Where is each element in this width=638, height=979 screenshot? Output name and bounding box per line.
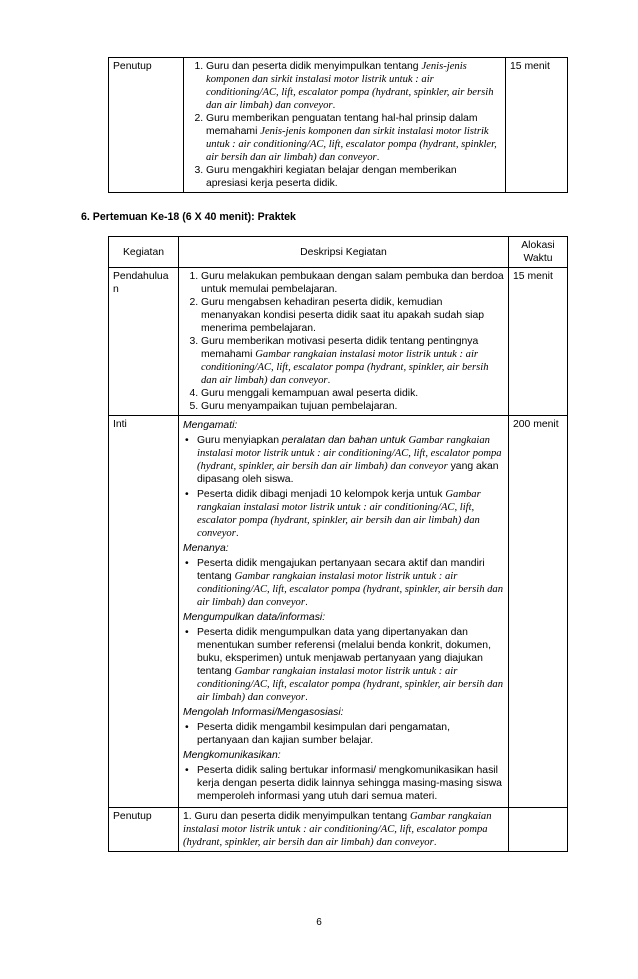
bullet-text: Guru menyiapkan xyxy=(197,435,282,446)
item-text: Guru mengakhiri kegiatan belajar dengan memberikan apresiasi kerja peserta didik. xyxy=(206,165,457,189)
opening-list xyxy=(183,270,504,413)
bullet-item xyxy=(197,557,504,609)
activity-subtitle: Mengamati: xyxy=(183,420,238,431)
table-row xyxy=(109,58,568,193)
section-heading: 6. Pertemuan Ke-18 (6 X 40 menit): Praktek xyxy=(81,211,296,223)
header-deskripsi: Deskripsi Kegiatan xyxy=(179,237,509,268)
bullet-text-italic: Gambar rangkaian instalasi motor listrik untuk : air conditioning/AC, lift, escalator pompa (hydrant, spinkler, air bersih dan air limbah) dan conveyor xyxy=(197,666,504,703)
deskripsi-cell xyxy=(184,58,506,193)
table-row xyxy=(109,808,568,852)
bullet-item xyxy=(197,626,504,704)
activity-subtitle: Mengumpulkan data/informasi: xyxy=(183,612,326,623)
bullet-text-tail: . xyxy=(304,692,308,703)
item-text-italic: Gambar rangkaian instalasi motor listrik untuk : air conditioning/AC, lift, escalator pompa (hydrant, spinkler, air bersih dan air limbah) dan conveyor xyxy=(201,349,489,386)
item-text-italic: Jenis-jenis komponen dan sirkit instalasi motor listrik untuk : air conditioning/AC, lift, escalator pompa (hydrant, spinkler, air bersih dan air limbah) dan conveyor xyxy=(206,61,494,111)
waktu-cell: 200 menit xyxy=(509,416,568,808)
item-text: Guru dan peserta didik menyimpulkan tentang xyxy=(206,61,422,72)
waktu-cell xyxy=(509,808,568,852)
deskripsi-cell xyxy=(179,268,509,416)
bullet-text-italic: Gambar rangkaian instalasi motor listrik untuk : air conditioning/AC, lift, escalator pompa (hydrant, spinkler, air bersih dan air limbah) dan conveyor xyxy=(197,489,481,539)
meeting-18-table xyxy=(108,236,568,852)
closing-table-prev xyxy=(108,57,568,193)
bullet-text: Peserta didik dibagi menjadi 10 kelompok kerja untuk xyxy=(197,489,446,500)
item-text: Guru melakukan pembukaan dengan salam pembuka dan berdoa untuk memulai pembelajaran. xyxy=(201,271,504,295)
list-item xyxy=(206,164,501,190)
page-number: 6 xyxy=(316,917,322,928)
list-item xyxy=(201,400,504,413)
activity-bullets xyxy=(183,557,504,609)
kegiatan-cell: Penutup xyxy=(109,808,179,852)
list-item xyxy=(201,270,504,296)
deskripsi-cell xyxy=(179,808,509,852)
header-row xyxy=(109,237,568,268)
item-text: Guru mengabsen kehadiran peserta didik, kemudian menanyakan kondisi peserta didik saat itu apakah sudah siap menerima pembelajaran. xyxy=(201,297,485,334)
closing-list xyxy=(188,60,501,190)
kegiatan-cell: Pendahuluan xyxy=(109,268,179,416)
bullet-item xyxy=(197,434,504,486)
header-kegiatan: Kegiatan xyxy=(109,237,179,268)
activity-bullets xyxy=(183,721,504,747)
closing-text-italic: Gambar rangkaian instalasi motor listrik untuk : air conditioning/AC, lift, escalator pompa (hydrant, spinkler, air bersih dan air limbah) dan conveyor xyxy=(183,811,492,848)
bullet-text-tail: . xyxy=(235,528,239,539)
bullet-text: Peserta didik mengambil kesimpulan dari pengamatan, pertanyaan dan kajian sumber belajar. xyxy=(197,722,450,746)
bullet-text-italic: Gambar rangkaian instalasi motor listrik untuk : air conditioning/AC, lift, escalator pompa (hydrant, spinkler, air bersih dan air limbah) dan conveyor xyxy=(197,435,502,472)
item-text: Guru menyampaikan tujuan pembelajaran. xyxy=(201,401,398,412)
item-text: Guru menggali kemampuan awal peserta didik. xyxy=(201,388,419,399)
item-text: Guru memberikan penguatan tentang hal-hal prinsip dalam memahami xyxy=(206,113,478,137)
bullet-item xyxy=(197,721,504,747)
table-row xyxy=(109,416,568,808)
bullet-text: Peserta didik mengumpulkan data yang dipertanyakan dan menentukan sumber referensi (melalui benda konkrit, dokumen, buku, eksperimen) untuk menjawab pertanyaan yang diajukan tentang xyxy=(197,627,491,677)
bullet-item xyxy=(197,764,504,803)
waktu-cell: 15 menit xyxy=(509,268,568,416)
closing-text-tail: . xyxy=(433,837,437,848)
closing-text: 1. Guru dan peserta didik menyimpulkan tentang xyxy=(183,811,410,822)
activity-bullets xyxy=(183,764,504,803)
item-text-tail: . xyxy=(327,375,331,386)
bullet-text-tail: yang akan dipasang oleh siswa. xyxy=(197,461,499,485)
list-item xyxy=(201,296,504,335)
item-text-tail: . xyxy=(376,152,380,163)
activity-subtitle: Mengkomunikasikan: xyxy=(183,750,281,761)
bullet-text-tail: . xyxy=(304,597,308,608)
bullet-text: Peserta didik saling bertukar informasi/ mengkomunikasikan hasil kerja dengan peserta didik lainnya sehingga masing-masing siswa memperoleh informasi yang utuh dari semua materi. xyxy=(197,765,502,802)
bullet-item xyxy=(197,488,504,540)
bullet-text: Peserta didik mengajukan pertanyaan secara aktif dan mandiri tentang xyxy=(197,558,485,582)
activity-bullets xyxy=(183,434,504,540)
list-item xyxy=(201,335,504,387)
list-item xyxy=(206,60,501,112)
item-text-italic: Jenis-jenis komponen dan sirkit instalasi motor listrik untuk : air conditioning/AC, lift, escalator pompa (hydrant, spinkler, air bersih dan air limbah) dan conveyor xyxy=(206,126,497,163)
list-item xyxy=(201,387,504,400)
kegiatan-cell: Inti xyxy=(109,416,179,808)
table-row xyxy=(109,268,568,416)
list-item xyxy=(206,112,501,164)
header-waktu: Alokasi Waktu xyxy=(509,237,568,268)
item-text-tail: . xyxy=(332,100,336,111)
bullet-text-em: peralatan dan bahan untuk xyxy=(281,435,409,446)
activity-subtitle: Mengolah Informasi/Mengasosiasi: xyxy=(183,707,344,718)
deskripsi-cell xyxy=(179,416,509,808)
activity-bullets xyxy=(183,626,504,704)
waktu-cell: 15 menit xyxy=(506,58,568,193)
kegiatan-cell: Penutup xyxy=(109,58,184,193)
bullet-text-italic: Gambar rangkaian instalasi motor listrik untuk : air conditioning/AC, lift, escalator pompa (hydrant, spinkler, air bersih dan air limbah) dan conveyor xyxy=(197,571,504,608)
activity-subtitle: Menanya: xyxy=(183,543,229,554)
item-text: Guru memberikan motivasi peserta didik tentang pentingnya memahami xyxy=(201,336,479,360)
